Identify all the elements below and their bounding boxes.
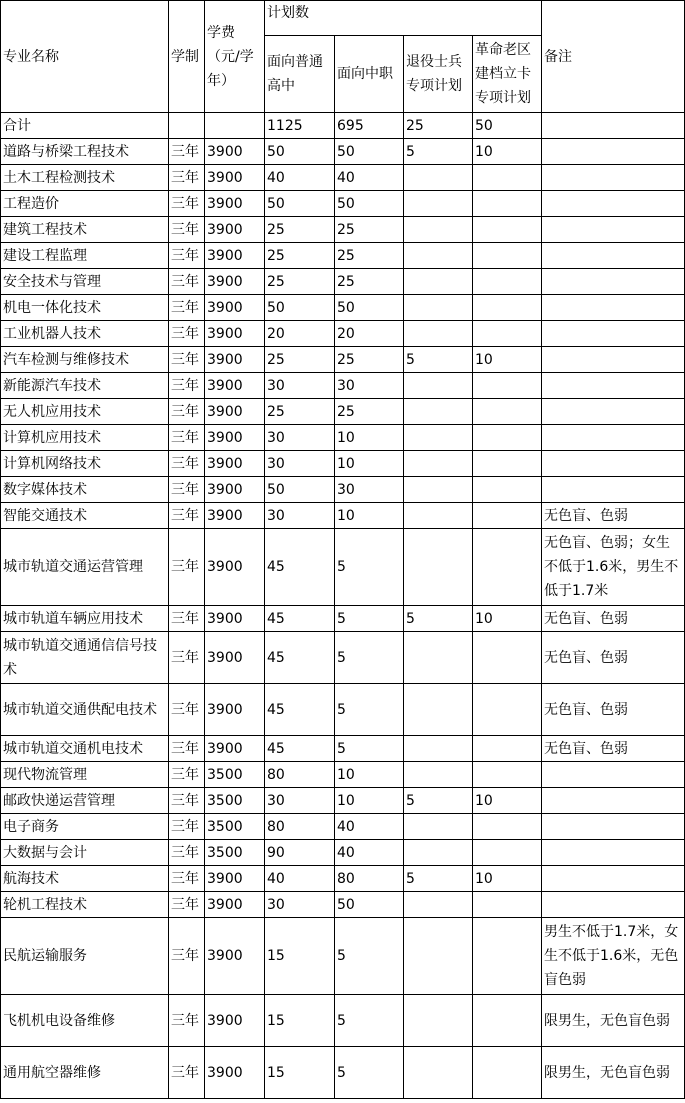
general-plan-cell: 25 [265, 269, 335, 295]
general-plan-cell: 50 [265, 139, 335, 165]
fee-cell: 3900 [205, 995, 265, 1047]
major-cell: 智能交通技术 [1, 503, 169, 529]
fee-cell: 3900 [205, 736, 265, 762]
header-duration: 学制 [169, 1, 205, 113]
table-row [1, 995, 685, 1047]
table-row [1, 477, 685, 503]
vocational-plan-cell: 5 [335, 736, 404, 762]
general-plan-cell: 15 [265, 995, 335, 1047]
vocational-plan-cell: 25 [335, 399, 404, 425]
general-plan-cell: 15 [265, 918, 335, 995]
general-plan-cell: 40 [265, 165, 335, 191]
general-plan-cell: 25 [265, 347, 335, 373]
vocational-plan-cell: 30 [335, 477, 404, 503]
general-plan-cell: 30 [265, 425, 335, 451]
vocational-plan-cell: 5 [335, 995, 404, 1047]
table-row [1, 373, 685, 399]
poverty-plan-cell [473, 477, 542, 503]
note-cell [542, 139, 685, 165]
poverty-plan-cell [473, 425, 542, 451]
header-plan-general: 面向普通高中 [265, 36, 335, 113]
major-cell: 航海技术 [1, 866, 169, 892]
duration-cell: 三年 [169, 477, 205, 503]
total-veteran: 25 [404, 113, 473, 139]
major-cell: 工业机器人技术 [1, 321, 169, 347]
fee-cell: 3900 [205, 451, 265, 477]
general-plan-cell: 30 [265, 373, 335, 399]
veteran-plan-cell [404, 321, 473, 347]
vocational-plan-cell: 5 [335, 684, 404, 736]
major-cell: 无人机应用技术 [1, 399, 169, 425]
general-plan-cell: 80 [265, 762, 335, 788]
poverty-plan-cell [473, 165, 542, 191]
general-plan-cell: 30 [265, 503, 335, 529]
note-cell: 无色盲、色弱 [542, 736, 685, 762]
note-cell [542, 814, 685, 840]
veteran-plan-cell [404, 269, 473, 295]
poverty-plan-cell: 10 [473, 788, 542, 814]
poverty-plan-cell [473, 217, 542, 243]
veteran-plan-cell [404, 684, 473, 736]
general-plan-cell: 25 [265, 399, 335, 425]
total-vocational: 695 [335, 113, 404, 139]
table-row [1, 840, 685, 866]
fee-cell: 3500 [205, 814, 265, 840]
general-plan-cell: 30 [265, 788, 335, 814]
duration-cell: 三年 [169, 269, 205, 295]
header-plan-vocational: 面向中职 [335, 36, 404, 113]
veteran-plan-cell [404, 425, 473, 451]
major-cell: 城市轨道交通运营管理 [1, 529, 169, 606]
fee-cell: 3900 [205, 425, 265, 451]
duration-cell: 三年 [169, 373, 205, 399]
note-cell: 无色盲、色弱 [542, 503, 685, 529]
general-plan-cell: 45 [265, 632, 335, 684]
vocational-plan-cell: 10 [335, 425, 404, 451]
general-plan-cell: 50 [265, 295, 335, 321]
table-row [1, 762, 685, 788]
table-row [1, 814, 685, 840]
vocational-plan-cell: 40 [335, 840, 404, 866]
fee-cell: 3900 [205, 295, 265, 321]
table-row [1, 425, 685, 451]
veteran-plan-cell [404, 217, 473, 243]
poverty-plan-cell [473, 269, 542, 295]
total-note [542, 113, 685, 139]
general-plan-cell: 45 [265, 529, 335, 606]
table-row [1, 632, 685, 684]
note-cell [542, 269, 685, 295]
duration-cell: 三年 [169, 918, 205, 995]
veteran-plan-cell [404, 632, 473, 684]
table-row [1, 243, 685, 269]
major-cell: 安全技术与管理 [1, 269, 169, 295]
major-cell: 民航运输服务 [1, 918, 169, 995]
note-cell [542, 840, 685, 866]
major-cell: 汽车检测与维修技术 [1, 347, 169, 373]
poverty-plan-cell [473, 321, 542, 347]
duration-cell: 三年 [169, 165, 205, 191]
note-cell [542, 295, 685, 321]
fee-cell: 3900 [205, 892, 265, 918]
table-row [1, 399, 685, 425]
fee-cell: 3900 [205, 165, 265, 191]
vocational-plan-cell: 50 [335, 139, 404, 165]
duration-cell: 三年 [169, 399, 205, 425]
duration-cell: 三年 [169, 632, 205, 684]
major-cell: 大数据与会计 [1, 840, 169, 866]
fee-cell: 3900 [205, 243, 265, 269]
general-plan-cell: 40 [265, 866, 335, 892]
note-cell: 限男生，无色盲色弱 [542, 1047, 685, 1099]
poverty-plan-cell [473, 840, 542, 866]
duration-cell: 三年 [169, 347, 205, 373]
table-row [1, 321, 685, 347]
duration-cell: 三年 [169, 866, 205, 892]
duration-cell: 三年 [169, 762, 205, 788]
note-cell [542, 399, 685, 425]
fee-cell: 3900 [205, 373, 265, 399]
poverty-plan-cell: 10 [473, 866, 542, 892]
veteran-plan-cell [404, 191, 473, 217]
vocational-plan-cell: 5 [335, 529, 404, 606]
total-row [1, 113, 685, 139]
fee-cell: 3500 [205, 788, 265, 814]
note-cell: 无色盲、色弱；女生不低于1.6米，男生不低于1.7米 [542, 529, 685, 606]
vocational-plan-cell: 40 [335, 814, 404, 840]
table-row [1, 347, 685, 373]
total-poverty: 50 [473, 113, 542, 139]
duration-cell: 三年 [169, 139, 205, 165]
fee-cell: 3900 [205, 477, 265, 503]
general-plan-cell: 45 [265, 736, 335, 762]
poverty-plan-cell [473, 918, 542, 995]
vocational-plan-cell: 50 [335, 892, 404, 918]
table-row [1, 191, 685, 217]
veteran-plan-cell [404, 918, 473, 995]
poverty-plan-cell [473, 995, 542, 1047]
veteran-plan-cell: 5 [404, 788, 473, 814]
major-cell: 道路与桥梁工程技术 [1, 139, 169, 165]
table-row [1, 684, 685, 736]
poverty-plan-cell [473, 684, 542, 736]
header-remarks: 备注 [542, 1, 685, 113]
veteran-plan-cell [404, 243, 473, 269]
poverty-plan-cell [473, 529, 542, 606]
poverty-plan-cell [473, 814, 542, 840]
duration-cell: 三年 [169, 529, 205, 606]
note-cell [542, 191, 685, 217]
general-plan-cell: 45 [265, 606, 335, 632]
major-cell: 邮政快递运营管理 [1, 788, 169, 814]
fee-cell: 3500 [205, 762, 265, 788]
fee-cell: 3900 [205, 503, 265, 529]
general-plan-cell: 90 [265, 840, 335, 866]
major-cell: 轮机工程技术 [1, 892, 169, 918]
fee-cell: 3900 [205, 347, 265, 373]
vocational-plan-cell: 50 [335, 191, 404, 217]
fee-cell: 3900 [205, 632, 265, 684]
table-row [1, 217, 685, 243]
veteran-plan-cell [404, 892, 473, 918]
duration-cell: 三年 [169, 606, 205, 632]
veteran-plan-cell [404, 503, 473, 529]
major-cell: 工程造价 [1, 191, 169, 217]
vocational-plan-cell: 10 [335, 788, 404, 814]
header-plan-veteran: 退役士兵专项计划 [404, 36, 473, 113]
poverty-plan-cell [473, 399, 542, 425]
vocational-plan-cell: 40 [335, 165, 404, 191]
note-cell [542, 762, 685, 788]
general-plan-cell: 15 [265, 1047, 335, 1099]
note-cell: 限男生，无色盲色弱 [542, 995, 685, 1047]
poverty-plan-cell [473, 1047, 542, 1099]
table-row [1, 295, 685, 321]
vocational-plan-cell: 5 [335, 1047, 404, 1099]
note-cell: 无色盲、色弱 [542, 632, 685, 684]
major-cell: 城市轨道交通机电技术 [1, 736, 169, 762]
duration-cell: 三年 [169, 243, 205, 269]
header-plan: 计划数 [265, 1, 542, 36]
note-cell [542, 866, 685, 892]
general-plan-cell: 20 [265, 321, 335, 347]
vocational-plan-cell: 10 [335, 762, 404, 788]
poverty-plan-cell [473, 632, 542, 684]
veteran-plan-cell: 5 [404, 139, 473, 165]
fee-cell: 3900 [205, 217, 265, 243]
poverty-plan-cell: 10 [473, 606, 542, 632]
general-plan-cell: 80 [265, 814, 335, 840]
veteran-plan-cell [404, 451, 473, 477]
veteran-plan-cell: 5 [404, 866, 473, 892]
veteran-plan-cell [404, 295, 473, 321]
veteran-plan-cell: 5 [404, 606, 473, 632]
vocational-plan-cell: 20 [335, 321, 404, 347]
poverty-plan-cell [473, 736, 542, 762]
note-cell [542, 788, 685, 814]
veteran-plan-cell [404, 814, 473, 840]
vocational-plan-cell: 25 [335, 217, 404, 243]
major-cell: 飞机机电设备维修 [1, 995, 169, 1047]
duration-cell: 三年 [169, 321, 205, 347]
duration-cell: 三年 [169, 788, 205, 814]
header-major: 专业名称 [1, 1, 169, 113]
table-row [1, 606, 685, 632]
fee-cell: 3900 [205, 399, 265, 425]
poverty-plan-cell [473, 191, 542, 217]
veteran-plan-cell [404, 736, 473, 762]
table-row [1, 1047, 685, 1099]
major-cell: 建筑工程技术 [1, 217, 169, 243]
table-row [1, 736, 685, 762]
general-plan-cell: 45 [265, 684, 335, 736]
general-plan-cell: 30 [265, 451, 335, 477]
veteran-plan-cell [404, 165, 473, 191]
veteran-plan-cell [404, 1047, 473, 1099]
major-cell: 城市轨道交通供配电技术 [1, 684, 169, 736]
duration-cell: 三年 [169, 736, 205, 762]
note-cell [542, 165, 685, 191]
vocational-plan-cell: 25 [335, 243, 404, 269]
poverty-plan-cell: 10 [473, 139, 542, 165]
table-row [1, 165, 685, 191]
total-label: 合计 [1, 113, 169, 139]
fee-cell: 3900 [205, 606, 265, 632]
fee-cell: 3900 [205, 139, 265, 165]
table-row [1, 139, 685, 165]
note-cell [542, 321, 685, 347]
header-fee: 学费（元/学年） [205, 1, 265, 113]
fee-cell: 3900 [205, 321, 265, 347]
vocational-plan-cell: 25 [335, 347, 404, 373]
table-row [1, 269, 685, 295]
fee-cell: 3900 [205, 1047, 265, 1099]
duration-cell: 三年 [169, 451, 205, 477]
major-cell: 数字媒体技术 [1, 477, 169, 503]
fee-cell: 3500 [205, 840, 265, 866]
vocational-plan-cell: 5 [335, 606, 404, 632]
header-plan-poverty: 革命老区建档立卡专项计划 [473, 36, 542, 113]
duration-cell: 三年 [169, 217, 205, 243]
major-cell: 城市轨道车辆应用技术 [1, 606, 169, 632]
duration-cell: 三年 [169, 995, 205, 1047]
vocational-plan-cell: 50 [335, 295, 404, 321]
major-cell: 土木工程检测技术 [1, 165, 169, 191]
note-cell: 无色盲、色弱 [542, 684, 685, 736]
duration-cell: 三年 [169, 814, 205, 840]
vocational-plan-cell: 10 [335, 503, 404, 529]
veteran-plan-cell [404, 399, 473, 425]
major-cell: 通用航空器维修 [1, 1047, 169, 1099]
table-row [1, 451, 685, 477]
major-cell: 建设工程监理 [1, 243, 169, 269]
fee-cell: 3900 [205, 866, 265, 892]
vocational-plan-cell: 10 [335, 451, 404, 477]
duration-cell: 三年 [169, 684, 205, 736]
poverty-plan-cell [473, 243, 542, 269]
total-fee [205, 113, 265, 139]
note-cell: 男生不低于1.7米，女生不低于1.6米，无色盲色弱 [542, 918, 685, 995]
poverty-plan-cell [473, 451, 542, 477]
note-cell [542, 425, 685, 451]
general-plan-cell: 50 [265, 191, 335, 217]
note-cell [542, 243, 685, 269]
major-cell: 电子商务 [1, 814, 169, 840]
total-duration [169, 113, 205, 139]
veteran-plan-cell: 5 [404, 347, 473, 373]
note-cell [542, 892, 685, 918]
major-cell: 计算机应用技术 [1, 425, 169, 451]
table-row [1, 866, 685, 892]
major-cell: 机电一体化技术 [1, 295, 169, 321]
veteran-plan-cell [404, 995, 473, 1047]
table-row [1, 788, 685, 814]
duration-cell: 三年 [169, 840, 205, 866]
general-plan-cell: 30 [265, 892, 335, 918]
poverty-plan-cell [473, 373, 542, 399]
poverty-plan-cell [473, 503, 542, 529]
fee-cell: 3900 [205, 529, 265, 606]
duration-cell: 三年 [169, 295, 205, 321]
vocational-plan-cell: 80 [335, 866, 404, 892]
fee-cell: 3900 [205, 191, 265, 217]
fee-cell: 3900 [205, 684, 265, 736]
major-cell: 计算机网络技术 [1, 451, 169, 477]
major-cell: 城市轨道交通通信信号技术 [1, 632, 169, 684]
veteran-plan-cell [404, 840, 473, 866]
duration-cell: 三年 [169, 892, 205, 918]
vocational-plan-cell: 5 [335, 632, 404, 684]
duration-cell: 三年 [169, 191, 205, 217]
poverty-plan-cell [473, 295, 542, 321]
note-cell [542, 217, 685, 243]
poverty-plan-cell [473, 892, 542, 918]
duration-cell: 三年 [169, 503, 205, 529]
note-cell [542, 477, 685, 503]
major-cell: 现代物流管理 [1, 762, 169, 788]
note-cell [542, 373, 685, 399]
table-row [1, 503, 685, 529]
fee-cell: 3900 [205, 918, 265, 995]
poverty-plan-cell [473, 762, 542, 788]
note-cell [542, 347, 685, 373]
fee-cell: 3900 [205, 269, 265, 295]
veteran-plan-cell [404, 529, 473, 606]
vocational-plan-cell: 30 [335, 373, 404, 399]
general-plan-cell: 25 [265, 243, 335, 269]
total-general: 1125 [265, 113, 335, 139]
table-row [1, 892, 685, 918]
general-plan-cell: 50 [265, 477, 335, 503]
veteran-plan-cell [404, 477, 473, 503]
duration-cell: 三年 [169, 1047, 205, 1099]
table-row [1, 918, 685, 995]
major-cell: 新能源汽车技术 [1, 373, 169, 399]
note-cell: 无色盲、色弱 [542, 606, 685, 632]
veteran-plan-cell [404, 373, 473, 399]
table-row [1, 529, 685, 606]
poverty-plan-cell: 10 [473, 347, 542, 373]
duration-cell: 三年 [169, 425, 205, 451]
vocational-plan-cell: 25 [335, 269, 404, 295]
general-plan-cell: 25 [265, 217, 335, 243]
vocational-plan-cell: 5 [335, 918, 404, 995]
note-cell [542, 451, 685, 477]
veteran-plan-cell [404, 762, 473, 788]
